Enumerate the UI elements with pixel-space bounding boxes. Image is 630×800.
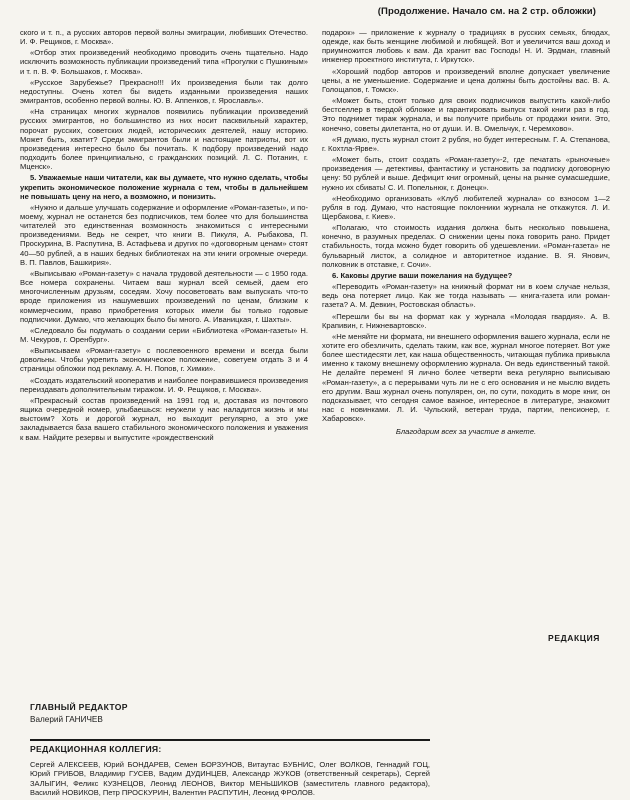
reader-letter: «Необходимо организовать «Клуб любителей журнала» со взносом 1—2 рубля в год. Думаю, что настоящие поклонники журнала не откажутся. Л. И. Щербакова, г. Киев». <box>322 193 610 221</box>
reader-letter: «Хороший подбор авторов и произведений вполне допускает увеличение цены, а не уменьшение. Содержание и цена должны быть достойны вас. В. А. Голощапов, г. Томск». <box>322 66 610 94</box>
reader-letter: «Создать издательский кооператив и наиболее понравившиеся произведения переиздавать дополнительным тиражом. И. Ф. Рещиков, г. Москва». <box>20 375 308 394</box>
right-column <box>322 28 610 690</box>
reader-letter: «Я думаю, пусть журнал стоит 2 рубля, но будет интересным. Г. А. Степанова, г. Кохтла-Ярве». <box>322 134 610 153</box>
editorial-signature: РЕДАКЦИЯ <box>548 633 600 643</box>
masthead <box>30 702 570 724</box>
survey-question: 6. Каковы другие ваши пожелания на будущее? <box>332 270 513 280</box>
reader-letter: «Может быть, стоит только для своих подписчиков выпустить какой-либо бестселлер в твердой обложке и гарантировать выпуск такой книги раз в год. Это поднимет тираж журнала, и вы получите прибыль от продажи книги. Это, конечно, советы дилетанта, но от души. И. В. Омельчук, г. Черемхово». <box>322 96 610 133</box>
continuation-note: (Продолжение. Начало см. на 2 стр. обложки) <box>377 6 596 17</box>
chief-editor-name: Валерий ГАНИЧЕВ <box>30 715 103 724</box>
reader-letter: «Отбор этих произведений необходимо проводить очень тщательно. Надо исключить возможность публикации произведений типа «Прогулки с Пушкиным» и т. п. В. Ф. Большаков, г. Москва». <box>20 48 308 76</box>
survey-question: 5. Уважаемые наши читатели, как вы думаете, что нужно сделать, чтобы укрепить экономическое положение журнала с тем, чтобы в дальнейшем не повышать цену на него, а возможно, и понизить. <box>20 173 308 201</box>
reader-letter: «Не меняйте ни формата, ни внешнего оформления вашего журнала, если не хотите его обезличить, сделать таким, как все, журнал многое потеряет. Вот уже более шестидесяти лет, как наша общественность, читающая публика привыкла именно к такому внешнему оформлению журнала. Он ведь единственный такой. Не делайте перемен! Я лично более четверти века регулярно выписываю «Роман-газету», а с перерывами чуть ли не с его основания и не мыслю видеть его другим. Ваш журнал очень популярен, он, по сути, походить в море книг, он подсказывает, что сегодня самое важное, интересное в литературе, знакомит нас с новинками. Л. И. Чульский, ветеран труда, партии, пенсионер, г. Хабаровск». <box>322 331 610 424</box>
reader-letter: «Нужно и дальше улучшать содержание и оформление «Роман-газеты», и по-моему, журнал не останется без подписчиков, тем более что для большинства читателей это единственная возможность знакомиться с интересными произведениями. Ведь не секрет, что книги В. Пикуля, А. Рыбакова, П. Проскурина, В. Распутина, В. Астафьева и других по «договорным ценам» стоят 40—50 рублей, а в наших бедных библиотеках на эти книги огромные очереди. В. П. Павлов, Башкирия». <box>20 202 308 267</box>
editorial-board-title: РЕДАКЦИОННАЯ КОЛЛЕГИЯ: <box>30 744 162 754</box>
chief-editor-role: ГЛАВНЫЙ РЕДАКТОР <box>30 702 128 712</box>
divider-line <box>30 739 430 741</box>
left-column <box>20 28 308 690</box>
reader-letter: «Может быть, стоит создать «Роман-газету»-2, где печатать «рыночные» произведения — детективы, фантастику и установить за подписку договорную цену: 50 рублей и выше. Дефицит книг огромный, цены на рынке сумасшедшие, нужно их сбивать! С. И. Попельнюк, г. Донецк». <box>322 155 610 192</box>
reader-letter: «Прекрасный состав произведений на 1991 год и, доставая из почтового ящика очередной номер, улыбаешься: неужели у нас наладится жизнь и мы выстоим? Хоть и дорогой журнал, но выходит регулярно, а это уже закладывается база вашего стабильного экономического положения и уважения к вам. Найдите резервы и выпустите «рождественский <box>20 395 308 442</box>
reader-letter: «Выписываю «Роман-газету» с начала трудовой деятельности — с 1950 года. Все номера сохранены. Читаем ваш журнал всей семьей, даем его многочисленным друзьям, соседям. Хочу посоветовать вам выпускать что-то вроде приложения из нашумевших произведений по ценам, близким к коммерческим, право приобретения которых имели бы только годовые подписчики. Думаю, что желающих было бы много. А. Иваницкая, г. Шахты». <box>20 268 308 324</box>
reader-letter: «Выписываем «Роман-газету» с послевоенного времени и всегда были довольны. Чтобы укрепить экономическое положение, советуем отдать 3 и 4 страницы обложки под рекламу. А. Н. Попов, г. Химки». <box>20 346 308 374</box>
editorial-board-members: Сергей АЛЕКСЕЕВ, Юрий БОНДАРЕВ, Семен БОРЗУНОВ, Витаутас БУБНИС, Олег ВОЛКОВ, Геннадий ГОЦ, Юрий ГРИБОВ, Владимир ГУСЕВ, Вадим ДУДИНЦЕВ, Александр ЖУКОВ (ответственный секретарь), Сергей ЗАЛЫГИН, Феликс КУЗНЕЦОВ, Леонид ЛЕОНОВ, Виктор МЕНЬШИКОВ (заместитель главного редактора), Василий НОВИКОВ, Петр ПРОСКУРИН, Валентин РАСПУТИН, Леонид ФРОЛОВ. <box>30 760 430 798</box>
reader-letter: «Переводить «Роман-газету» на книжный формат ни в коем случае нельзя, ведь она потеряет лицо. Как же тогда называть — книга-газета или роман-газета? А. М. Девкин, Ростовская область». <box>322 282 610 310</box>
reader-letter: ского и т. п., а русских авторов первой волны эмиграции, любивших Отечество. И. Ф. Рещиков, г. Москва». <box>20 28 308 47</box>
reader-letter: подарок» — приложение к журналу о традициях в русских семьях, блюдах, одежде, как быть женщине любимой и любящей. Вот и увеличится ваш доход и приумножится любовь к вам. Да хранит вас Господь! Н. И. Эрдман, главный инженер проектного института, г. Иркутск». <box>322 28 610 65</box>
reader-letter: «Полагаю, что стоимость издания должна быть несколько повышена, конечно, в разумных пределах. О снижении цены пока говорить рано. Придет стабильность, тогда можно будет говорить об удешевлении. «Роман-газета» не бульварный листок, а солидное и авторитетное издание. В. Я. Янович, полковник в отставке, г. Сочи». <box>322 223 610 269</box>
reader-letter: «Русское Зарубежье? Прекрасно!!! Их произведения были так долго недоступны. Очень хотел бы видеть изданными произведения наших эмигрантов, особенно первой волны. Ю. В. Аппенков, г. Ярославль». <box>20 77 308 106</box>
article-body <box>20 28 610 690</box>
reader-letter: «Перешли бы вы на формат как у журнала «Молодая гвардия». А. В. Крапивин, г. Нижневартовск». <box>322 311 610 330</box>
reader-letter: «Следовало бы подумать о создании серии «Библиотека «Роман-газеты» Н. М. Чекуров, г. Оренбург». <box>20 325 308 344</box>
closing-line: Благодарим всех за участие в анкете. <box>395 427 537 437</box>
reader-letter: «На страницах многих журналов появились публикации произведений русских эмигрантов, но большинство из них носит пасквильный характер, порочат русских, советских людей, исторических деятелей, нашу историю. Может быть, хватит? Среди эмигрантов были и настоящие патриоты, вот их произведения интересно было бы почитать. К подбору произведений надо подходить более принципиально, с гражданских позиций. Л. С. Потанин, г. Мценск». <box>20 107 308 172</box>
